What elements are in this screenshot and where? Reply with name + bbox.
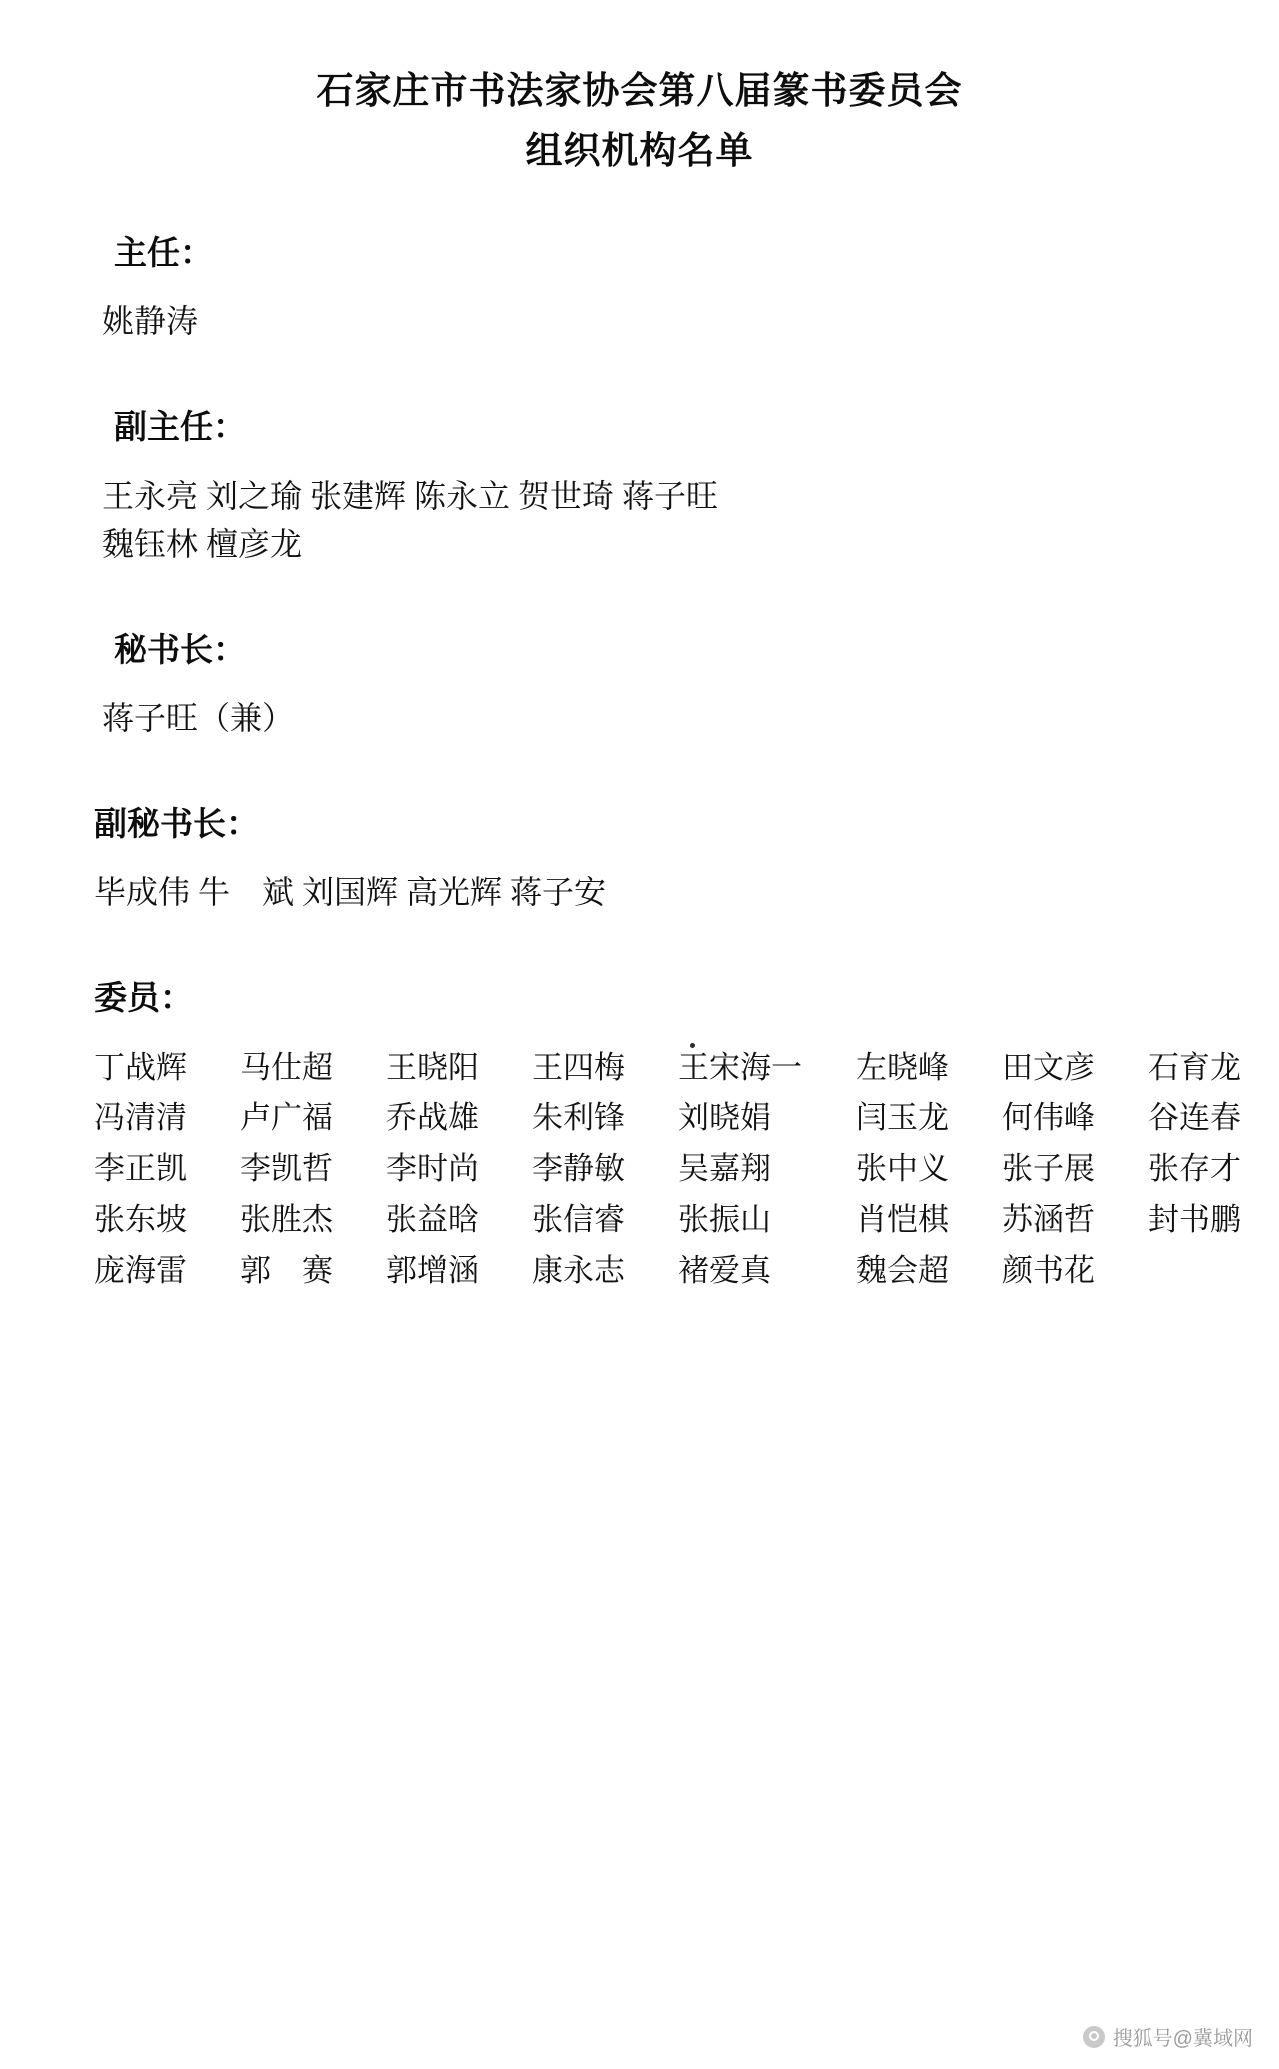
section-director: [92, 230, 1187, 346]
member-name: 封书鹏: [1148, 1201, 1241, 1237]
member-name: 李时尚: [386, 1151, 479, 1187]
member-name: 张东坡: [94, 1201, 187, 1237]
member-name: 王晓阳: [386, 1049, 479, 1085]
name-line-director-1: 姚静涛: [102, 303, 199, 340]
member-name: 李正凯: [94, 1151, 187, 1187]
member-name: 闫玉龙: [856, 1100, 949, 1136]
section-heading-director: 主任：: [114, 235, 213, 272]
page-title-line-2: 组织机构名单: [525, 130, 754, 172]
member-name: 郭增涵: [386, 1252, 479, 1288]
section-secretary-general: [92, 627, 1187, 743]
member-name: 石育龙: [1148, 1049, 1241, 1085]
member-name: 刘晓娟: [678, 1100, 771, 1136]
member-row: [94, 1093, 1241, 1144]
sohu-logo-icon: [1083, 2026, 1105, 2048]
member-name: 张子展: [1002, 1151, 1095, 1187]
member-name: 张中义: [856, 1151, 949, 1187]
document-title-block: [0, 0, 1279, 182]
section-heading-members: 委员：: [94, 981, 193, 1017]
name-line-secretary-general-1: 蒋子旺（兼）: [102, 700, 295, 737]
section-heading-deputy-secretary-general: 副秘书长：: [94, 806, 259, 843]
member-name: 何伟峰: [1002, 1100, 1095, 1136]
member-name: 康永志: [532, 1252, 625, 1288]
page-title-line-1: 石家庄市书法家协会第八届篆书委员会: [316, 71, 963, 112]
member-name: 张存才: [1148, 1151, 1241, 1187]
member-name: 吴嘉翔: [678, 1151, 771, 1187]
member-grid: [94, 1043, 1241, 1297]
member-name: 苏涵哲: [1002, 1201, 1095, 1237]
member-name: 张胜杰: [240, 1201, 333, 1237]
member-name: 左晓峰: [856, 1049, 949, 1085]
watermark-label: 搜狐号@冀域网: [1112, 2028, 1253, 2050]
member-name: 郭 赛: [240, 1252, 333, 1288]
section-heading-secretary-general: 秘书长：: [114, 632, 246, 669]
watermark: [1083, 2022, 1253, 2051]
member-name: 谷连春: [1148, 1100, 1241, 1136]
member-row: [94, 1195, 1241, 1246]
name-line-deputy-secretary-general-1: 毕成伟 牛 斌 刘国辉 高光辉 蒋子安: [94, 874, 607, 911]
name-line-deputy-director-1: 王永亮 刘之瑜 张建辉 陈永立 贺世琦 蒋子旺: [102, 477, 719, 514]
member-name: 李静敏: [532, 1151, 625, 1187]
member-name: 张信睿: [532, 1201, 625, 1237]
member-name: 马仕超: [240, 1049, 333, 1085]
member-row: [94, 1144, 1241, 1195]
member-name: 褚爱真: [678, 1252, 771, 1288]
section-deputy-secretary-general: [92, 801, 1187, 917]
member-name: 乔战雄: [386, 1100, 479, 1136]
member-name: 庞海雷: [94, 1252, 187, 1288]
member-name: 魏会超: [856, 1252, 949, 1288]
member-name: 张振山: [678, 1201, 771, 1237]
name-line-deputy-director-2: 魏钰林 檀彦龙: [102, 526, 303, 563]
member-name: 张益晗: [386, 1201, 479, 1237]
member-name: 冯清清: [94, 1100, 187, 1136]
member-name: 王宋海一: [678, 1049, 802, 1085]
member-name: 肖恺棋: [856, 1201, 949, 1237]
member-name: 颜书花: [1002, 1252, 1095, 1288]
member-name: [1148, 1246, 1279, 1297]
member-row: [94, 1246, 1187, 1297]
member-name: 王四梅: [532, 1049, 625, 1085]
stray-ink-dot: [690, 1043, 695, 1048]
member-name: 朱利锋: [532, 1100, 625, 1136]
section-deputy-director: [92, 404, 1187, 569]
document-body: [0, 230, 1279, 1297]
section-heading-deputy-director: 副主任：: [114, 410, 246, 446]
member-name: 田文彦: [1002, 1049, 1095, 1085]
member-name: 丁战辉: [94, 1049, 187, 1085]
section-members: [92, 975, 1241, 1297]
member-name: 卢广福: [240, 1100, 333, 1136]
member-name: 李凯哲: [240, 1151, 333, 1187]
member-row: [94, 1043, 1241, 1094]
